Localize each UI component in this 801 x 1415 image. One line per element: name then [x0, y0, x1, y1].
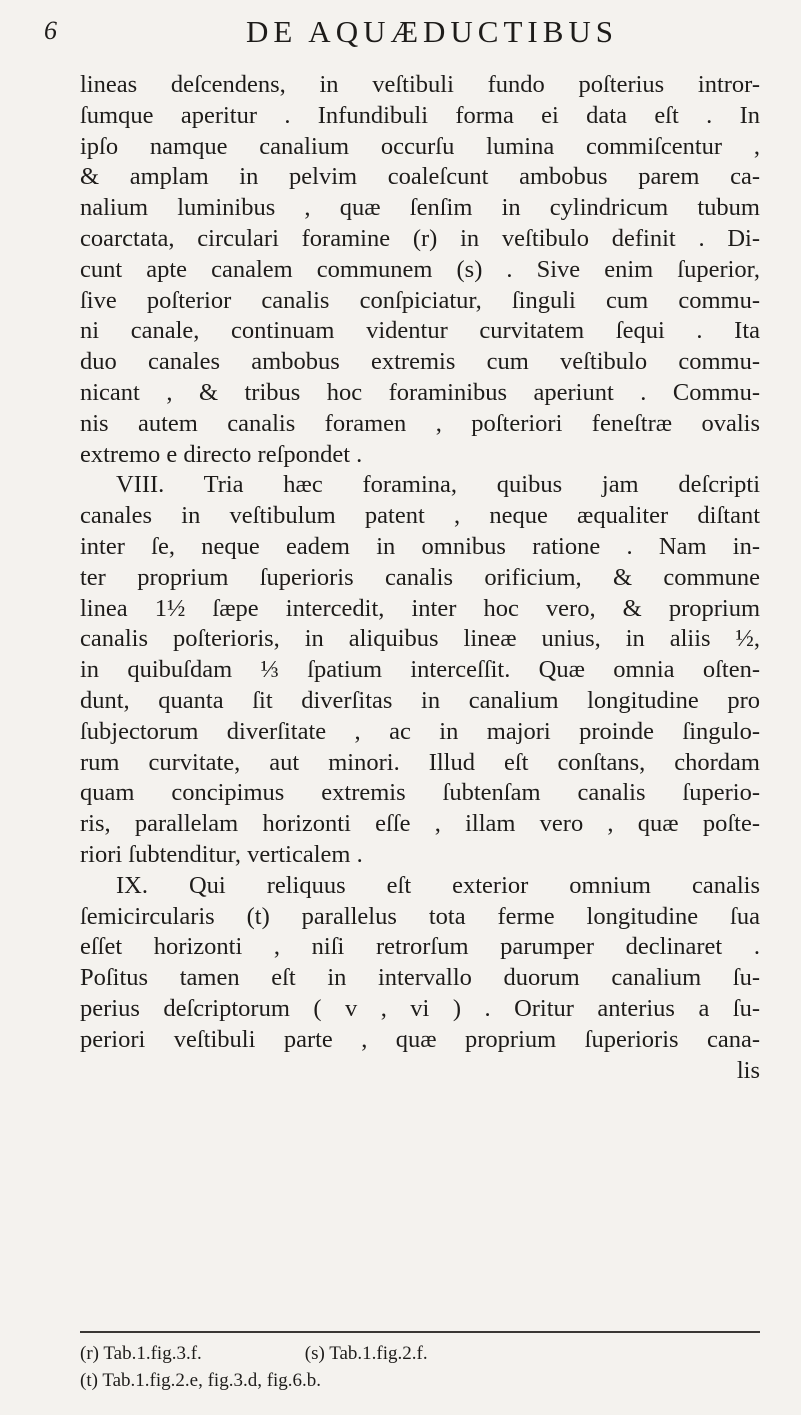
footnote-r: (r) Tab.1.fig.3.f. [80, 1343, 202, 1364]
catchword: lis [736, 1056, 760, 1084]
running-head [44, 14, 756, 54]
footnote-s: (s) Tab.1.fig.2.f. [304, 1343, 428, 1364]
text-line: ter proprium ſuperioris canalis orificium, & commune [80, 563, 760, 591]
text-line: cunt apte canalem communem (s) . Sive enim ſuperior, [80, 255, 760, 283]
text-line: duo canales ambobus extremis cum veſtibulo commu- [80, 348, 760, 376]
footnotes [80, 1340, 760, 1394]
main-text [80, 70, 760, 1086]
text-line: dunt, quanta ſit diverſitas in canalium longitudine pro [80, 686, 760, 714]
footnote-t: (t) Tab.1.fig.2.e, fig.3.d, fig.6.b. [80, 1370, 322, 1391]
text-line: nalium luminibus , quæ ſenſim in cylindricum tubum [80, 194, 760, 222]
text-line: ſemicircularis (t) parallelus tota ferme longitudine ſua [80, 902, 760, 930]
text-line: perius deſcriptorum ( v , vi ) . Oritur anterius a ſu- [80, 994, 760, 1022]
text-line: riori ſubtenditur, verticalem . [80, 840, 363, 868]
text-line: inter ſe, neque eadem in omnibus ratione . Nam in- [80, 532, 760, 560]
text-line: canalis poſterioris, in aliquibus lineæ unius, in aliis ½, [80, 625, 760, 653]
text-line: periori veſtibuli parte , quæ proprium ſuperioris cana- [80, 1025, 760, 1053]
text-line: rum curvitate, aut minori. Illud eſt conſtans, chordam [80, 748, 760, 776]
text-line: nis autem canalis foramen , poſteriori feneſtræ ovalis [80, 409, 760, 437]
text-line: eſſet horizonti , niſi retrorſum parumper declinaret . [80, 933, 760, 961]
text-line: extremo e directo reſpondet . [80, 440, 363, 468]
section-heading-line: IX. Qui reliquus eſt exterior omnium canalis [116, 871, 760, 899]
text-line: coarctata, circulari foramine (r) in veſtibulo definit . Di- [80, 224, 760, 252]
text-line: linea 1½ ſæpe intercedit, inter hoc vero, & proprium [80, 594, 760, 622]
footnote-line [80, 1367, 760, 1394]
footnote-rule [80, 1331, 760, 1333]
text-line: in quibuſdam ⅓ ſpatium interceſſit. Quæ omnia oſten- [80, 656, 760, 684]
text-line: & amplam in pelvim coaleſcunt ambobus parem ca- [80, 163, 760, 191]
text-line: nicant , & tribus hoc foraminibus aperiunt . Commu- [80, 378, 760, 406]
section-heading-line: VIII. Tria hæc foramina, quibus jam deſcripti [116, 471, 760, 499]
text-line: canales in veſtibulum patent , neque æqualiter diſtant [80, 502, 760, 530]
text-line: lineas deſcendens, in veſtibuli fundo poſterius intror- [80, 71, 760, 98]
footnote-line [80, 1340, 760, 1367]
running-title: DE AQUÆDUCTIBUS [245, 14, 619, 49]
page-number: 6 [44, 16, 57, 45]
text-line: ris, parallelam horizonti eſſe , illam vero , quæ poſte- [80, 810, 760, 838]
text-line: ni canale, continuam videntur curvitatem ſequi . Ita [80, 317, 760, 345]
text-line: ſumque aperitur . Infundibuli forma ei data eſt . In [80, 101, 760, 129]
text-line: ſubjectorum diverſitate , ac in majori proinde ſingulo- [80, 717, 760, 745]
text-line: Poſitus tamen eſt in intervallo duorum canalium ſu- [80, 964, 760, 992]
text-line: quam concipimus extremis ſubtenſam canalis ſuperio- [80, 779, 760, 807]
text-line: ſive poſterior canalis conſpiciatur, ſinguli cum commu- [80, 286, 760, 314]
text-line: ipſo namque canalium occurſu lumina commiſcentur , [80, 132, 760, 160]
